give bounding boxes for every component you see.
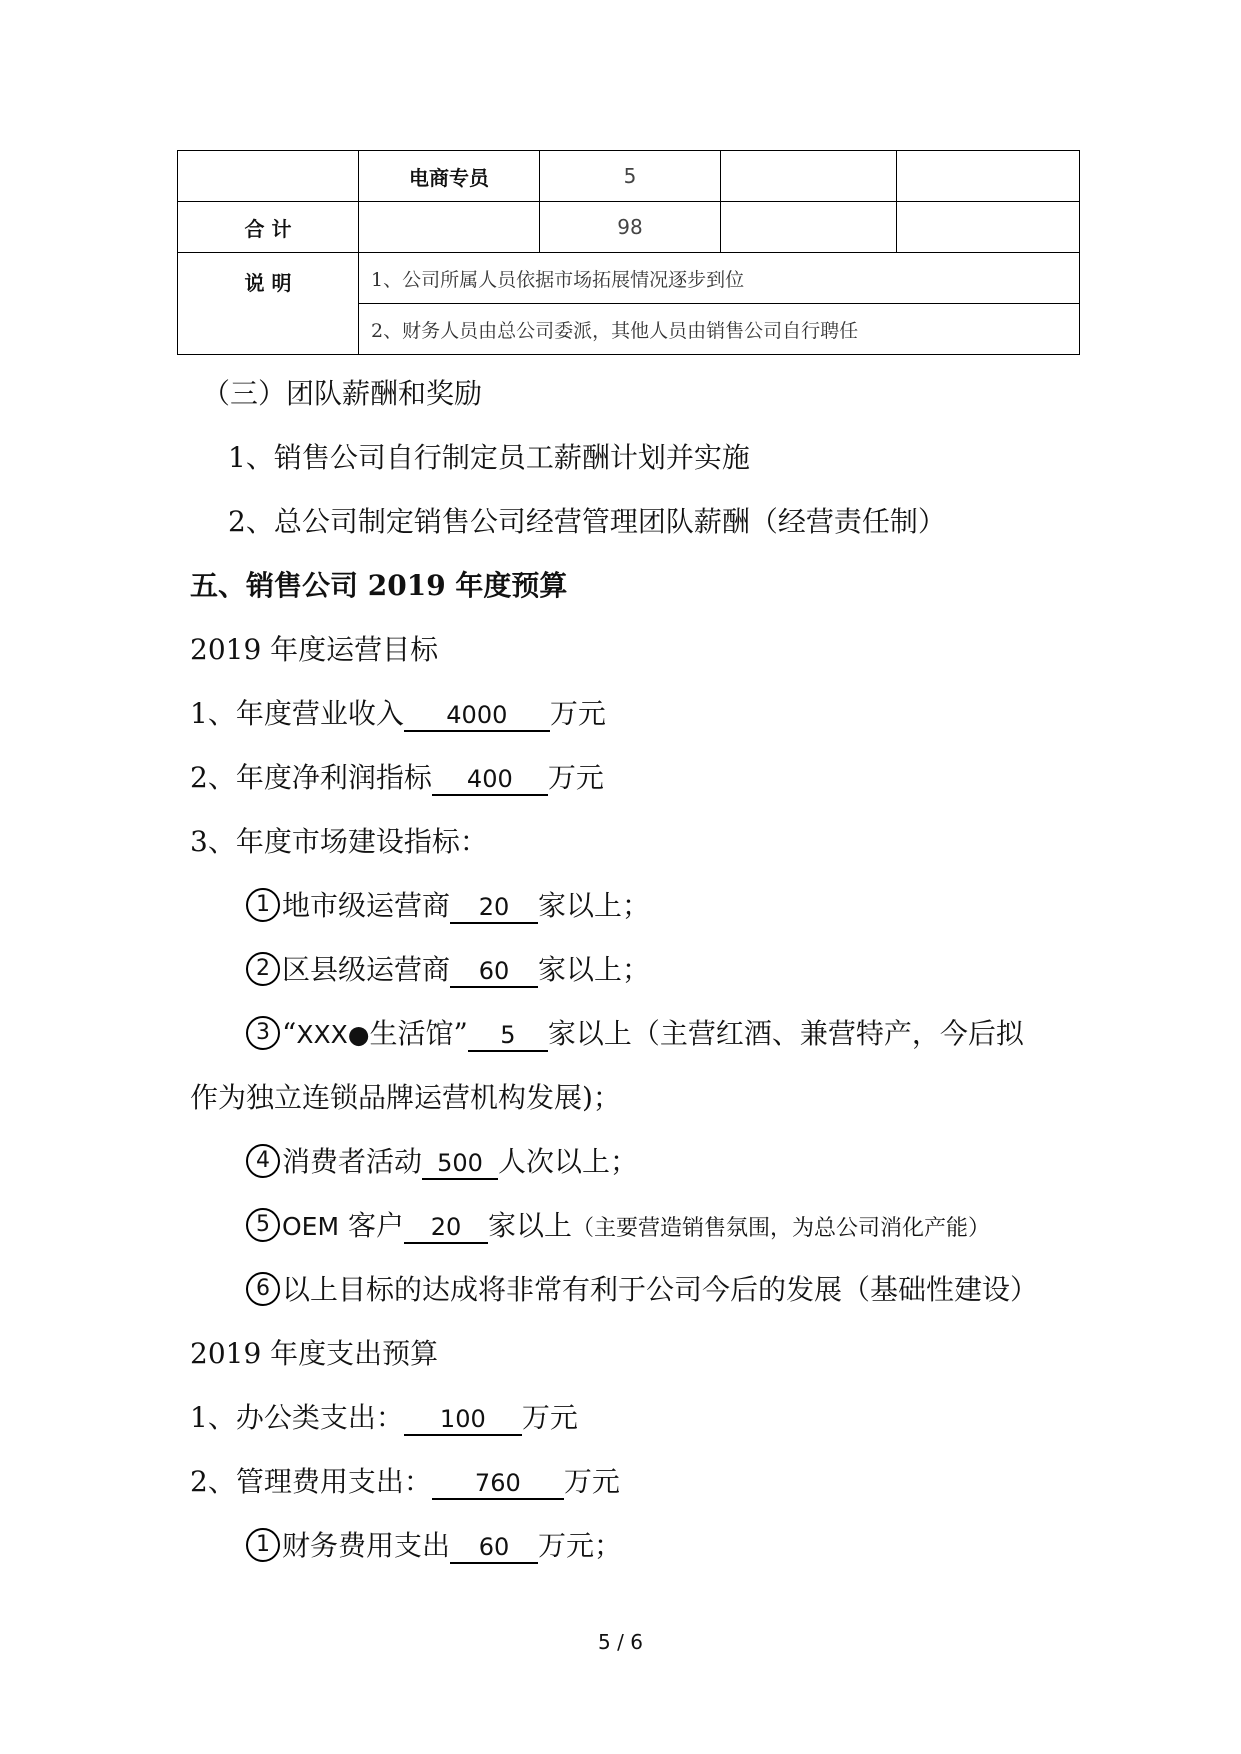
value: 5 [468,1020,548,1052]
revenue-line [190,697,606,732]
office-value: 100 [404,1404,522,1436]
page-number: 5 / 6 [598,1630,643,1654]
table-row [178,151,1080,202]
table-cell [721,151,897,202]
role-cell: 电商专员 [359,151,540,202]
value: 500 [422,1148,498,1180]
profit-line [190,761,604,796]
subtitle: 2019 年度支出预算 [190,1337,439,1370]
paragraph: 2、总公司制定销售公司经营管理团队薪酬（经营责任制） [228,505,946,538]
profit-value: 400 [432,764,548,796]
quote: “ [282,1017,297,1050]
value: 60 [450,1532,538,1564]
section-title: （三）团队薪酬和奖励 [202,377,483,410]
table-cell [897,202,1080,253]
market-item [246,1017,1024,1053]
staff-table [177,150,1080,355]
circled-number-icon: 4 [246,1144,280,1178]
table-cell [178,151,359,202]
label-latin: OEM [282,1212,340,1241]
table-cell [359,202,540,253]
label: 1、办公类支出： [190,1401,404,1434]
suffix: 家以上； [538,953,651,986]
label: 客户 [347,1209,404,1242]
market-label: 3、年度市场建设指标： [190,825,488,858]
note-cell: 2、财务人员由总公司委派，其他人员由销售公司自行聘任 [359,304,1080,355]
note-cell: 1、公司所属人员依据市场拓展情况逐步到位 [359,253,1080,304]
value: 20 [450,892,538,924]
circled-number-icon: 1 [246,888,280,922]
circled-number-icon: 2 [246,952,280,986]
circled-number-icon: 1 [246,1528,280,1562]
table-row [178,202,1080,253]
unit: 万元 [521,1401,578,1434]
label: 生活馆” [369,1017,468,1050]
circled-number-icon: 5 [246,1208,280,1242]
label: 财务费用支出 [282,1529,451,1562]
market-item [246,1273,1038,1309]
unit: 万元 [547,761,604,794]
total-count-cell: 98 [540,202,721,253]
office-expense-line [190,1401,578,1436]
brand: XXX● [296,1020,370,1049]
suffix: 家以上（主营红酒、兼营特产，今后拟 [547,1017,1024,1050]
total-label-cell: 合 计 [178,202,359,253]
management-expense-line [190,1465,620,1500]
unit: 万元 [549,697,606,730]
label: 地市级运营商 [282,889,451,922]
label: 2、年度净利润指标 [190,761,432,794]
market-item [246,1145,638,1181]
table-cell [721,202,897,253]
revenue-value: 4000 [404,700,550,732]
label: 2、管理费用支出： [190,1465,432,1498]
circled-number-icon: 6 [246,1272,280,1306]
circled-number-icon: 3 [246,1016,280,1050]
notes-label-cell: 说 明 [178,253,359,355]
paragraph: 1、销售公司自行制定员工薪酬计划并实施 [228,441,750,474]
count-cell: 5 [540,151,721,202]
market-item [246,1209,990,1246]
table-cell [897,151,1080,202]
text: 以上目标的达成将非常有利于公司今后的发展（基础性建设） [282,1273,1039,1306]
section-heading: 五、销售公司 2019 年度预算 [190,569,568,602]
suffix: 万元； [538,1529,623,1562]
value: 20 [404,1212,488,1244]
market-item [246,889,650,925]
expense-item [246,1529,622,1565]
table-row [178,253,1080,304]
suffix: 家以上； [538,889,651,922]
market-item [246,953,650,989]
management-value: 760 [432,1468,564,1500]
suffix: 人次以上； [498,1145,639,1178]
value: 60 [450,956,538,988]
subtitle: 2019 年度运营目标 [190,633,439,666]
label: 区县级运营商 [282,953,451,986]
label: 消费者活动 [282,1145,423,1178]
unit: 万元 [563,1465,620,1498]
market-item-continuation: 作为独立连锁品牌运营机构发展)； [190,1081,621,1114]
suffix: 家以上 [487,1209,572,1242]
note: （主要营造销售氛围，为总公司消化产能） [571,1216,990,1241]
label: 1、年度营业收入 [190,697,404,730]
